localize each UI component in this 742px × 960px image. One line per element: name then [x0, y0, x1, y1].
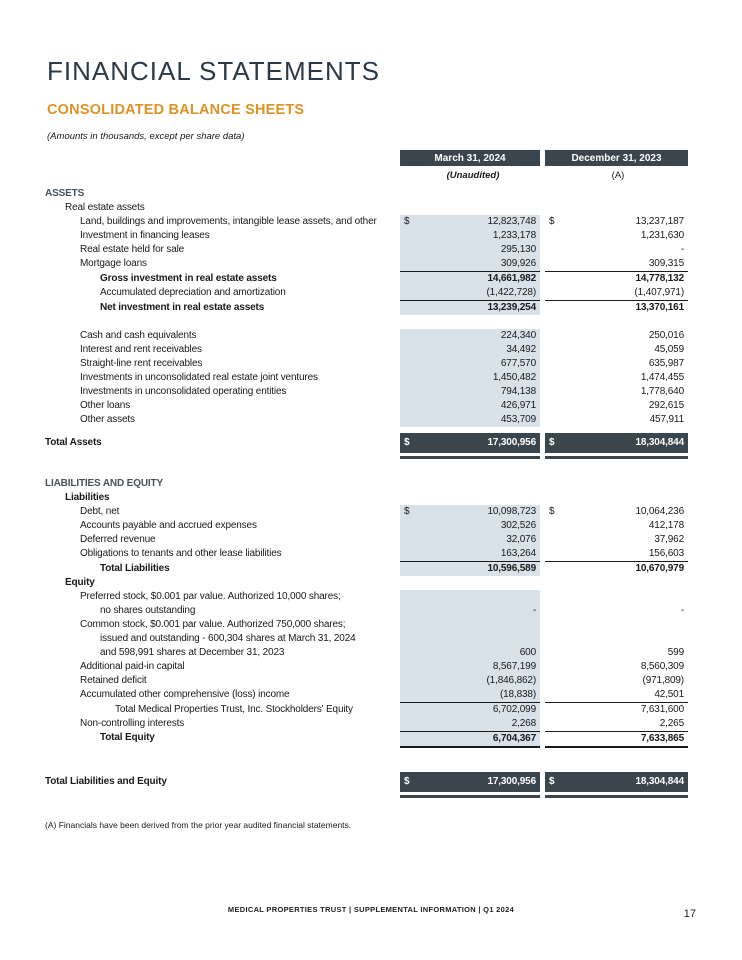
amount: 17,300,956 [487, 776, 536, 787]
value-march-2024 [400, 329, 540, 343]
table-row [45, 674, 688, 688]
table-row [45, 519, 688, 533]
amount: 13,237,187 [635, 216, 684, 227]
row-label: issued and outstanding - 600,304 shares at March 31, 2024 [100, 633, 356, 644]
amount: 14,778,132 [635, 273, 684, 284]
amount: - [680, 244, 684, 255]
value-december-2023 [545, 632, 688, 646]
row-label: Land, buildings and improvements, intangible lease assets, and other [80, 216, 377, 227]
amount: 599 [667, 647, 684, 658]
table-row [45, 272, 688, 286]
table-row [45, 385, 688, 399]
value-march-2024 [400, 688, 540, 703]
row-label: Non-controlling interests [80, 718, 185, 729]
value-december-2023 [545, 604, 688, 618]
table-row [45, 201, 688, 215]
table-row [45, 357, 688, 371]
amount: 37,962 [654, 534, 684, 545]
amount: (971,809) [642, 675, 684, 686]
row-label: Obligations to tenants and other lease liabilities [80, 548, 282, 559]
value-march-2024 [400, 519, 540, 533]
amount: 13,239,254 [487, 302, 536, 313]
value-march-2024 [400, 618, 540, 632]
value-march-2024 [400, 772, 540, 792]
value-december-2023 [545, 301, 688, 315]
value-march-2024 [400, 399, 540, 413]
dollar-sign: $ [404, 216, 410, 227]
amount: 677,570 [500, 358, 536, 369]
amount: 309,315 [648, 258, 684, 269]
amount: - [532, 605, 536, 616]
amount: 1,450,482 [492, 372, 536, 383]
amount: 412,178 [648, 520, 684, 531]
amount: 42,501 [654, 689, 684, 700]
value-march-2024 [400, 286, 540, 301]
value-december-2023 [545, 243, 688, 257]
row-label: Total Equity [100, 732, 155, 743]
value-december-2023 [545, 371, 688, 385]
dollar-sign: $ [404, 506, 410, 517]
value-march-2024 [400, 674, 540, 688]
value-march-2024 [400, 215, 540, 229]
dollar-sign: $ [549, 506, 555, 517]
row-label: Other assets [80, 414, 135, 425]
table-row [45, 717, 688, 731]
amount: 32,076 [506, 534, 536, 545]
table-row [45, 731, 688, 748]
value-march-2024 [400, 343, 540, 357]
dollar-sign: $ [404, 437, 410, 448]
value-december-2023 [545, 215, 688, 229]
amount: 10,596,589 [487, 563, 536, 574]
amount: 309,926 [500, 258, 536, 269]
amount: (18,838) [499, 689, 536, 700]
amount: 292,615 [648, 400, 684, 411]
value-december-2023 [545, 646, 688, 660]
value-march-2024 [400, 385, 540, 399]
note-a-reference: (A) [611, 170, 625, 181]
grand-total-row [45, 433, 688, 453]
row-label: Straight-line rent receivables [80, 358, 203, 369]
row-label: Accounts payable and accrued expenses [80, 520, 257, 531]
value-december-2023 [545, 413, 688, 427]
value-december-2023 [545, 329, 688, 343]
table-row [45, 576, 688, 590]
amount: 453,709 [500, 414, 536, 425]
amount: 18,304,844 [635, 437, 684, 448]
value-december-2023 [545, 357, 688, 371]
table-row [45, 590, 688, 604]
label-column-spacer [45, 169, 403, 183]
page-title: FINANCIAL STATEMENTS [47, 56, 380, 86]
table-row [45, 505, 688, 519]
table-row [45, 301, 688, 315]
row-label: Net investment in real estate assets [100, 302, 265, 313]
value-march-2024 [400, 703, 540, 717]
grand-total-row [45, 772, 688, 792]
value-december-2023 [545, 229, 688, 243]
row-label: Total Liabilities and Equity [45, 776, 167, 787]
table-row [45, 618, 688, 632]
dollar-sign: $ [549, 437, 555, 448]
row-label: Additional paid-in capital [80, 661, 185, 672]
row-label: Real estate assets [65, 202, 145, 213]
value-december-2023 [545, 519, 688, 533]
value-december-2023 [545, 772, 688, 792]
value-december-2023 [545, 433, 688, 453]
section-title: CONSOLIDATED BALANCE SHEETS [47, 102, 305, 118]
table-row [45, 371, 688, 385]
amount: (1,422,728) [486, 287, 536, 298]
table-row [45, 533, 688, 547]
amount: 13,370,161 [635, 302, 684, 313]
row-label: Liabilities [65, 492, 110, 503]
table-row [45, 413, 688, 427]
table-row [45, 215, 688, 229]
value-march-2024 [400, 533, 540, 547]
row-label: Debt, net [80, 506, 120, 517]
dollar-sign: $ [404, 776, 410, 787]
balance-sheet-table [45, 187, 688, 792]
footer-text: MEDICAL PROPERTIES TRUST | SUPPLEMENTAL INFORMATION | Q1 2024 [227, 905, 515, 914]
table-row [45, 703, 688, 717]
amount: 224,340 [500, 330, 536, 341]
amount: 17,300,956 [487, 437, 536, 448]
amount: 163,264 [500, 548, 536, 559]
amount: 600 [519, 647, 536, 658]
amount: - [680, 605, 684, 616]
value-march-2024 [400, 357, 540, 371]
amount: 10,098,723 [487, 506, 536, 517]
value-march-2024 [400, 604, 540, 618]
row-spacer [45, 453, 688, 477]
value-march-2024 [400, 229, 540, 243]
value-march-2024 [400, 272, 540, 286]
row-label: Total Medical Properties Trust, Inc. Stockholders' Equity [115, 704, 353, 715]
value-december-2023 [545, 660, 688, 674]
table-row [45, 491, 688, 505]
value-december-2023 [545, 257, 688, 272]
row-spacer [45, 315, 688, 329]
amount: 1,233,178 [492, 230, 536, 241]
row-label: LIABILITIES AND EQUITY [45, 478, 163, 489]
value-december-2023 [545, 533, 688, 547]
value-december-2023 [545, 385, 688, 399]
value-december-2023 [545, 272, 688, 286]
row-label: Equity [65, 577, 95, 588]
amount: 7,631,600 [640, 704, 684, 715]
value-march-2024 [400, 301, 540, 315]
dollar-sign: $ [549, 216, 555, 227]
amount: 250,016 [648, 330, 684, 341]
value-december-2023 [545, 717, 688, 731]
value-march-2024 [400, 371, 540, 385]
amount: 45,059 [654, 344, 684, 355]
value-december-2023 [545, 674, 688, 688]
table-row [45, 604, 688, 618]
value-march-2024 [400, 243, 540, 257]
value-march-2024 [400, 646, 540, 660]
value-march-2024 [400, 413, 540, 427]
amount: 1,231,630 [640, 230, 684, 241]
table-row [45, 646, 688, 660]
row-label: ASSETS [45, 188, 85, 199]
value-march-2024 [400, 505, 540, 519]
row-spacer [45, 748, 688, 772]
amount: 8,560,309 [640, 661, 684, 672]
row-label: Accumulated depreciation and amortization [100, 287, 286, 298]
value-march-2024 [400, 257, 540, 272]
value-december-2023 [545, 343, 688, 357]
value-december-2023 [545, 547, 688, 562]
amount: 10,670,979 [635, 563, 684, 574]
label-column-spacer [45, 150, 400, 166]
table-row [45, 547, 688, 562]
row-label: Retained deficit [80, 675, 147, 686]
amount: 6,702,099 [492, 704, 536, 715]
amount: 18,304,844 [635, 776, 684, 787]
amount: 10,064,236 [635, 506, 684, 517]
amount: (1,846,862) [486, 675, 536, 686]
table-row [45, 243, 688, 257]
table-row [45, 257, 688, 272]
section-header-row [45, 187, 688, 201]
table-row [45, 562, 688, 576]
value-march-2024 [400, 590, 540, 604]
value-march-2024 [400, 562, 540, 576]
row-label: Real estate held for sale [80, 244, 185, 255]
row-label: and 598,991 shares at December 31, 2023 [100, 647, 285, 658]
amount: (1,407,971) [634, 287, 684, 298]
amount: 1,778,640 [640, 386, 684, 397]
row-label: Gross investment in real estate assets [100, 273, 277, 284]
value-march-2024 [400, 547, 540, 562]
row-label: Investments in unconsolidated real estate joint ventures [80, 372, 318, 383]
value-december-2023 [545, 688, 688, 703]
amount: 156,603 [648, 548, 684, 559]
amount: 1,474,455 [640, 372, 684, 383]
value-march-2024 [400, 632, 540, 646]
value-march-2024 [400, 731, 540, 748]
row-label: Preferred stock, $0.001 par value. Authorized 10,000 shares; [80, 591, 341, 602]
section-header-row [45, 477, 688, 491]
table-row [45, 399, 688, 413]
table-row [45, 632, 688, 646]
column-header-december-2023: December 31, 2023 [545, 150, 688, 166]
amount: 7,633,865 [640, 733, 684, 744]
amount: 8,567,199 [492, 661, 536, 672]
value-december-2023 [545, 618, 688, 632]
amount: 6,704,367 [492, 733, 536, 744]
amount: 426,971 [500, 400, 536, 411]
amount: 295,130 [500, 244, 536, 255]
row-label: Other loans [80, 400, 131, 411]
table-row [45, 660, 688, 674]
column-subheaders [45, 169, 688, 183]
value-december-2023 [545, 399, 688, 413]
amount: 34,492 [506, 344, 536, 355]
row-label: Common stock, $0.001 par value. Authorized 750,000 shares; [80, 619, 346, 630]
amount: 302,526 [500, 520, 536, 531]
value-march-2024 [400, 660, 540, 674]
amount: 457,911 [649, 414, 684, 425]
row-label: Investments in unconsolidated operating entities [80, 386, 287, 397]
column-headers [45, 150, 688, 166]
table-row [45, 688, 688, 703]
amount: 794,138 [500, 386, 536, 397]
value-march-2024 [400, 433, 540, 453]
amounts-note: (Amounts in thousands, except per share data) [47, 131, 245, 142]
amount: 14,661,982 [487, 273, 536, 284]
amount: 2,268 [511, 718, 536, 729]
row-label: Investment in financing leases [80, 230, 210, 241]
row-label: Deferred revenue [80, 534, 156, 545]
value-december-2023 [545, 562, 688, 576]
value-december-2023 [545, 286, 688, 301]
value-march-2024 [400, 717, 540, 731]
row-label: no shares outstanding [100, 605, 196, 616]
amount: 12,823,748 [487, 216, 536, 227]
row-label: Mortgage loans [80, 258, 147, 269]
table-row [45, 286, 688, 301]
footnote: (A) Financials have been derived from the prior year audited financial statements. [45, 820, 352, 830]
amount: 2,265 [659, 718, 684, 729]
row-label: Total Assets [45, 437, 102, 448]
value-december-2023 [545, 590, 688, 604]
value-december-2023 [545, 703, 688, 717]
column-header-march-2024: March 31, 2024 [400, 150, 540, 166]
row-label: Interest and rent receivables [80, 344, 202, 355]
value-december-2023 [545, 731, 688, 748]
value-december-2023 [545, 505, 688, 519]
row-label: Cash and cash equivalents [80, 330, 197, 341]
table-row [45, 229, 688, 243]
unaudited-note: (Unaudited) [446, 170, 500, 181]
row-label: Accumulated other comprehensive (loss) income [80, 689, 290, 700]
dollar-sign: $ [549, 776, 555, 787]
table-row [45, 329, 688, 343]
amount: 635,987 [648, 358, 684, 369]
row-label: Total Liabilities [100, 563, 170, 574]
page-number: 17 [683, 908, 696, 920]
table-row [45, 343, 688, 357]
